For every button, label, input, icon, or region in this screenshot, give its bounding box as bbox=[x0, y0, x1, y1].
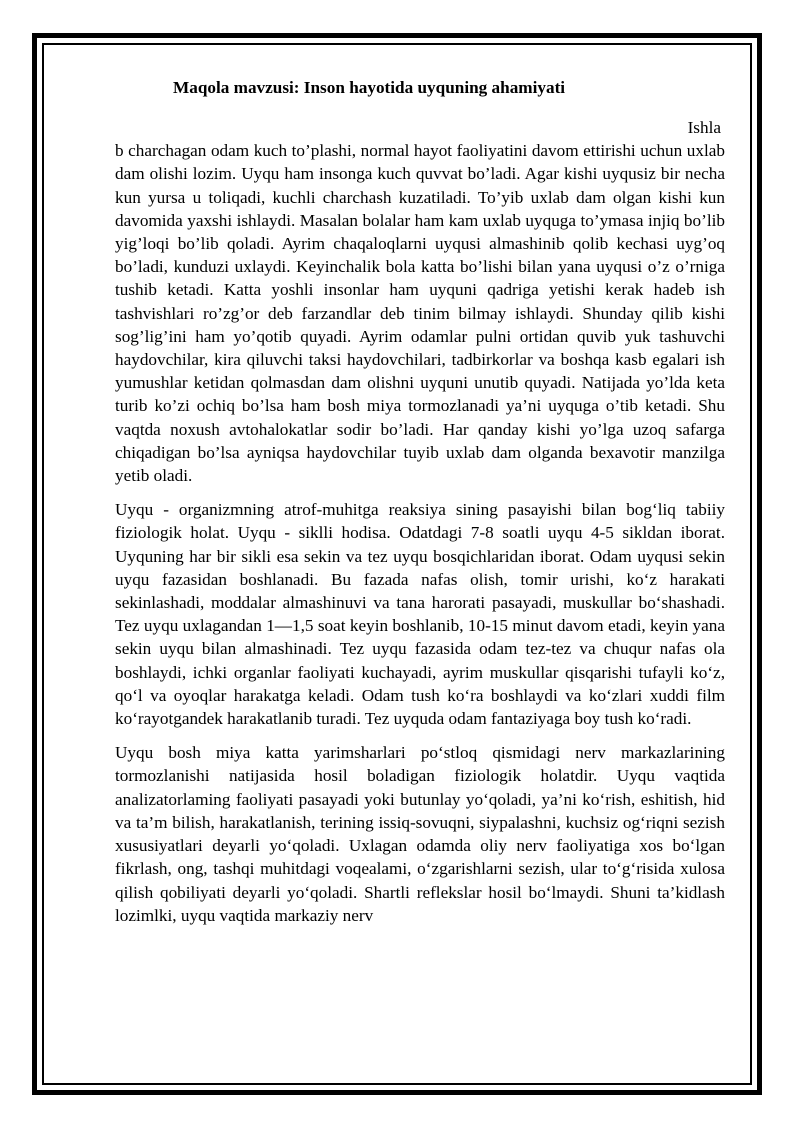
paragraph-3: Uyqu bosh miya katta yarimsharlari po‘stloq qismidagi nerv markazlarining tormozlanishi natijasida hosil boladigan fiziologik holatdir. Uyqu vaqtida analizatorlaming faoliyati pasayadi yoki butunlay yo‘qoladi, ya’ni ko‘rish, eshitish, hid va ta’m bilish, harakatlanish, terining issiq-sovuqni, siypalashni, kuchsiz og‘riqni sezish xususiyatlari deyarli yo‘qoladi. Uxlagan odamda oliy nerv faoliyatiga xos bo‘lgan fikrlash, ong, tashqi muhitdagi voqealami, o‘zgarishlarni sezish, ular to‘g‘risida xulosa qilish qobiliyati deyarli yo‘qoladi. Shartli reflekslar hosil bo‘lmaydi. Shuni ta’kidlash lozimlki, uyqu vaqtida markaziy nerv bbox=[115, 743, 725, 925]
paragraph-2: Uyqu - organizmning atrof-muhitga reaksiya sining pasayishi bilan bog‘liq tabiiy fiziologik holat. Uyqu - siklli hodisa. Odatdagi 7-8 soatli uyqu 4-5 sikldan iborat. Uyquning har bir sikli esa sekin va tez uyqu bosqichlaridan iborat. Odam uyqusi sekin uyqu fazasidan boshlanadi. Bu fazada nafas olish, tomir urishi, ko‘z harakati sekinlashadi, moddalar almashinuvi va tana harorati pasayadi, muskullar bo‘shashadi. Tez uyqu uxlagandan 1—1,5 soat keyin boshlanib, 10-15 minut davom etadi, keyin yana sekin uyqu bilan almashinadi. Tez uyqu fazasida odam tez-tez va chuqur nafas ola boshlaydi, ichki organlar faoliyati kuchayadi, ayrim muskullar qisqarishi tufayli ko‘z, qo‘l va oyoqlar harakatga keladi. Odam tush ko‘ra boshlaydi va ko‘zlari xuddi film ko‘rayotgandek harakatlanib turadi. Tez uyquda odam fantaziyaga boy tush ko‘radi. bbox=[115, 500, 725, 729]
paragraph-1: b charchagan odam kuch to’plashi, normal hayot faoliyatini davom ettirishi uchun uxlab dam olishi lozim. Uyqu ham insonga kuch quvvat bo’ladi. Agar kishi uyqusiz bir necha kun yursa u toliqadi, kuchli charchash kuzatiladi. To’yib uxlab dam olgan kishi kun davomida yaxshi ishlaydi. Masalan bolalar ham kam uxlab uyquga to’ymasa injiq bo’lib yig’loqi bo’lib qoladi. Ayrim chaqaloqlarni uyqusi almashinib qolib kechasi uyg’oq bo’ladi, kunduzi uxlaydi. Keyinchalik bola katta bo’lishi bilan yana uyqusi o’z o’rniga tushib ketadi. Katta yoshli insonlar ham uyquni qadriga yetishi kerak hadeb ish tashvishlari ro’zg’or deb farzandlar deb tinim bilmay ishlaydi. Shunday qilib kishi sog’lig’ini ham yo’qotib quyadi. Ayrim odamlar pulni ortidan quvib yuk tashuvchi haydovchilar, kira qiluvchi taksi haydovchilari, tadbirkorlar va boshqa kasb egalari ish yumushlar ketidan qolmasdan dam olishni uyquni unutib quyadi. Natijada yo’lda keta turib ko’zi ochiq bo’lsa ham bosh miya tormozlanadi ya’ni uyquga o’tib ketadi. Shu vaqtda noxush avtohalokatlar sodir bo’ladi. Har qanday kishi yo’lga uzoq safarga chiqadigan bo’lsa ayniqsa haydovchilar tuyib uxlab dam olganda bexavotir manzilga yetib oladi. bbox=[115, 141, 725, 486]
paragraph-1-first-word: Ishla bbox=[687, 118, 721, 137]
article-title: Maqola mavzusi: Inson hayotida uyquning ahamiyati bbox=[173, 78, 566, 97]
document-body bbox=[115, 76, 725, 938]
